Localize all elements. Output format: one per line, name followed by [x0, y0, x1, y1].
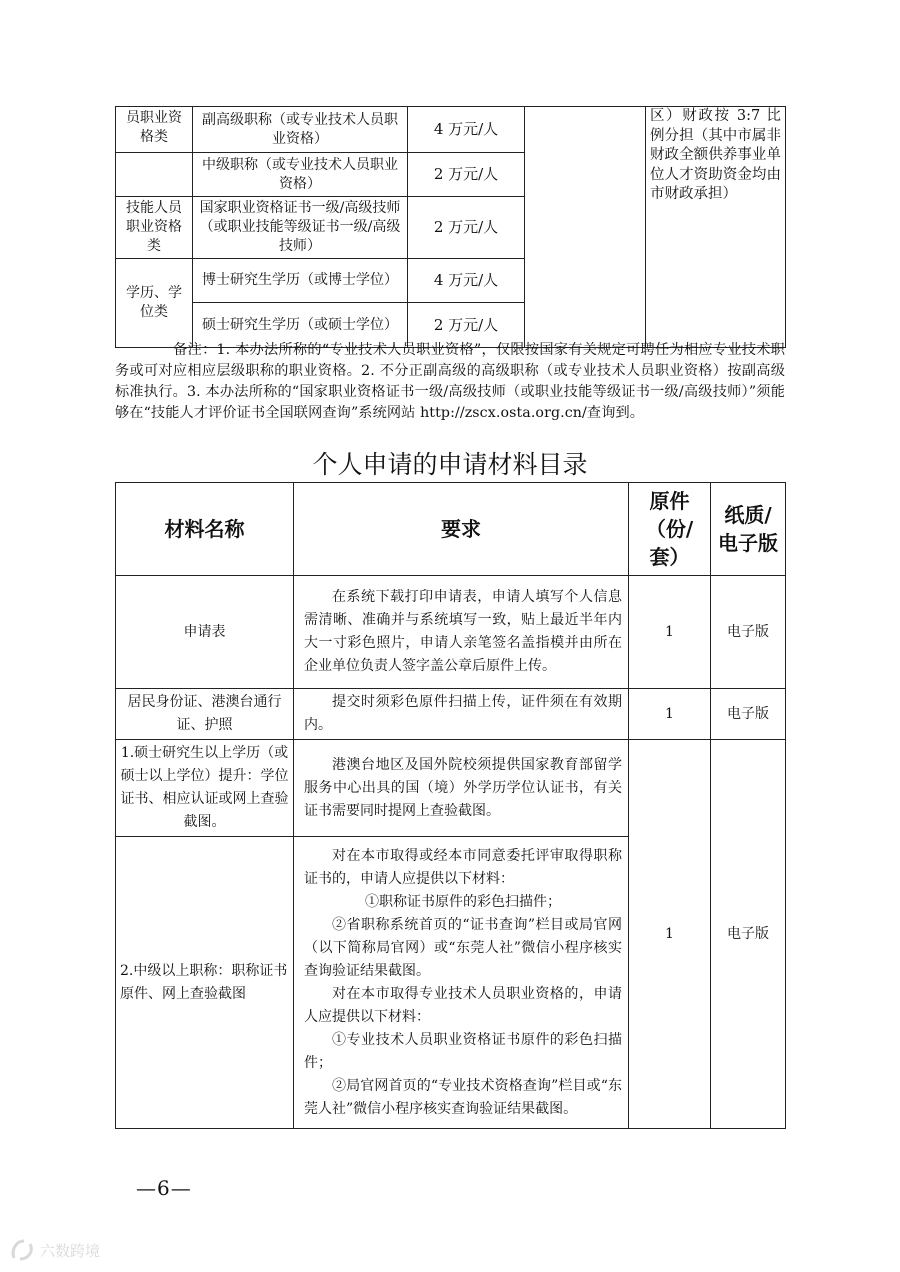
material-requirement	[294, 689, 629, 740]
category-cell-continued	[116, 153, 193, 197]
requirement-line: 对在本市取得专业技术人员职业资格的，申请人应提供以下材料：	[304, 985, 622, 1025]
requirement-line: ①专业技术人员职业资格证书原件的彩色扫描件；	[304, 1031, 622, 1071]
remark-text: 备注：1. 本办法所称的“专业技术人员职业资格”，仅限按国家有关规定可聘任为相应专业技术职务或可对应相应层级职称的职业资格。2. 不分正副高级的高级职称（或专业技术人员职业资格）按副高级标准执行。3. 本办法所称的“国家职业资格证书一级/高级技师（或职业技能等级证书一级/高级技师）”须能够在“技能人才评价证书全国联网查询”系统网站 http://zscx.osta.org.cn/查询到。	[115, 342, 785, 421]
material-name: 1.硕士研究生以上学历（或硕士以上学位）提升：学位证书、相应认证或网上查验截图。	[116, 740, 294, 837]
watermark-text: 六数跨境	[40, 1241, 101, 1260]
item-cell: 博士研究生学历（或博士学位）	[193, 259, 408, 303]
funding-note-cell: 区）财政按 3:7 比例分担（其中市属非财政全额供养事业单位人才资助资金均由市财政承担）	[646, 107, 786, 348]
material-format: 电子版	[711, 576, 786, 689]
item-cell: 中级职称（或专业技术人员职业资格）	[193, 153, 408, 197]
page-number: —6—	[136, 1176, 192, 1200]
amount-cell: 2 万元/人	[408, 197, 525, 259]
section-title: 个人申请的申请材料目录	[312, 450, 588, 479]
amount-cell: 2 万元/人	[408, 153, 525, 197]
material-copies: 1	[629, 576, 711, 689]
table-row	[116, 576, 786, 689]
header-format: 纸质/电子版	[711, 483, 786, 576]
amount-cell: 2 万元/人	[408, 303, 525, 348]
material-copies: 1	[629, 689, 711, 740]
table-row	[116, 740, 786, 837]
requirement-line: ②省职称系统首页的“证书查询”栏目或局官网（以下简称局官网）或“东莞人社”微信小程序核实查询验证结果截图。	[304, 916, 622, 979]
material-requirement	[294, 740, 629, 837]
watermark	[10, 1238, 100, 1262]
table-row	[116, 689, 786, 740]
material-format: 电子版	[711, 689, 786, 740]
material-requirement	[294, 837, 629, 1129]
header-name: 材料名称	[116, 483, 294, 576]
material-name: 申请表	[116, 576, 294, 689]
requirement-line: ②局官网首页的“专业技术资格查询”栏目或“东莞人社”微信小程序核实查询验证结果截图。	[304, 1077, 622, 1117]
requirement-line: 对在本市取得或经本市同意委托评审取得职称证书的，申请人应提供以下材料：	[304, 847, 622, 887]
amount-cell: 4 万元/人	[408, 107, 525, 153]
header-copies: 原件（份/套）	[629, 483, 711, 576]
category-cell: 技能人员职业资格类	[116, 197, 193, 259]
item-cell: 硕士研究生学历（或硕士学位）	[193, 303, 408, 348]
subsidy-table	[115, 106, 786, 348]
amount-cell: 4 万元/人	[408, 259, 525, 303]
category-cell: 员职业资格类	[116, 107, 193, 153]
requirement-line: 在系统下载打印申请表，申请人填写个人信息需清晰、准确并与系统填写一致，贴上最近半年内大一寸彩色照片，申请人亲笔签名盖指模并由所在企业单位负责人签字盖公章后原件上传。	[304, 589, 622, 674]
requirement-line: 港澳台地区及国外院校须提供国家教育部留学服务中心出具的国（境）外学历学位认证书，有关证书需要同时提网上查验截图。	[304, 756, 622, 819]
material-name: 居民身份证、港澳台通行证、护照	[116, 689, 294, 740]
item-cell: 副高级职称（或专业技术人员职业资格）	[193, 107, 408, 153]
category-cell: 学历、学位类	[116, 259, 193, 348]
item-cell: 国家职业资格证书一级/高级技师（或职业技能等级证书一级/高级技师）	[193, 197, 408, 259]
materials-table	[115, 482, 786, 1129]
material-requirement	[294, 576, 629, 689]
header-requirement: 要求	[294, 483, 629, 576]
watermark-logo-icon	[10, 1238, 36, 1262]
material-format: 电子版	[711, 740, 786, 1129]
material-copies: 1	[629, 740, 711, 1129]
remark-paragraph	[115, 340, 785, 424]
blank-cell	[525, 107, 646, 348]
material-name: 2.中级以上职称：职称证书原件、网上查验截图	[116, 837, 294, 1129]
requirement-line: 提交时须彩色原件扫描上传，证件须在有效期内。	[304, 694, 622, 733]
requirement-line: ①职称证书原件的彩色扫描件；	[365, 893, 561, 910]
